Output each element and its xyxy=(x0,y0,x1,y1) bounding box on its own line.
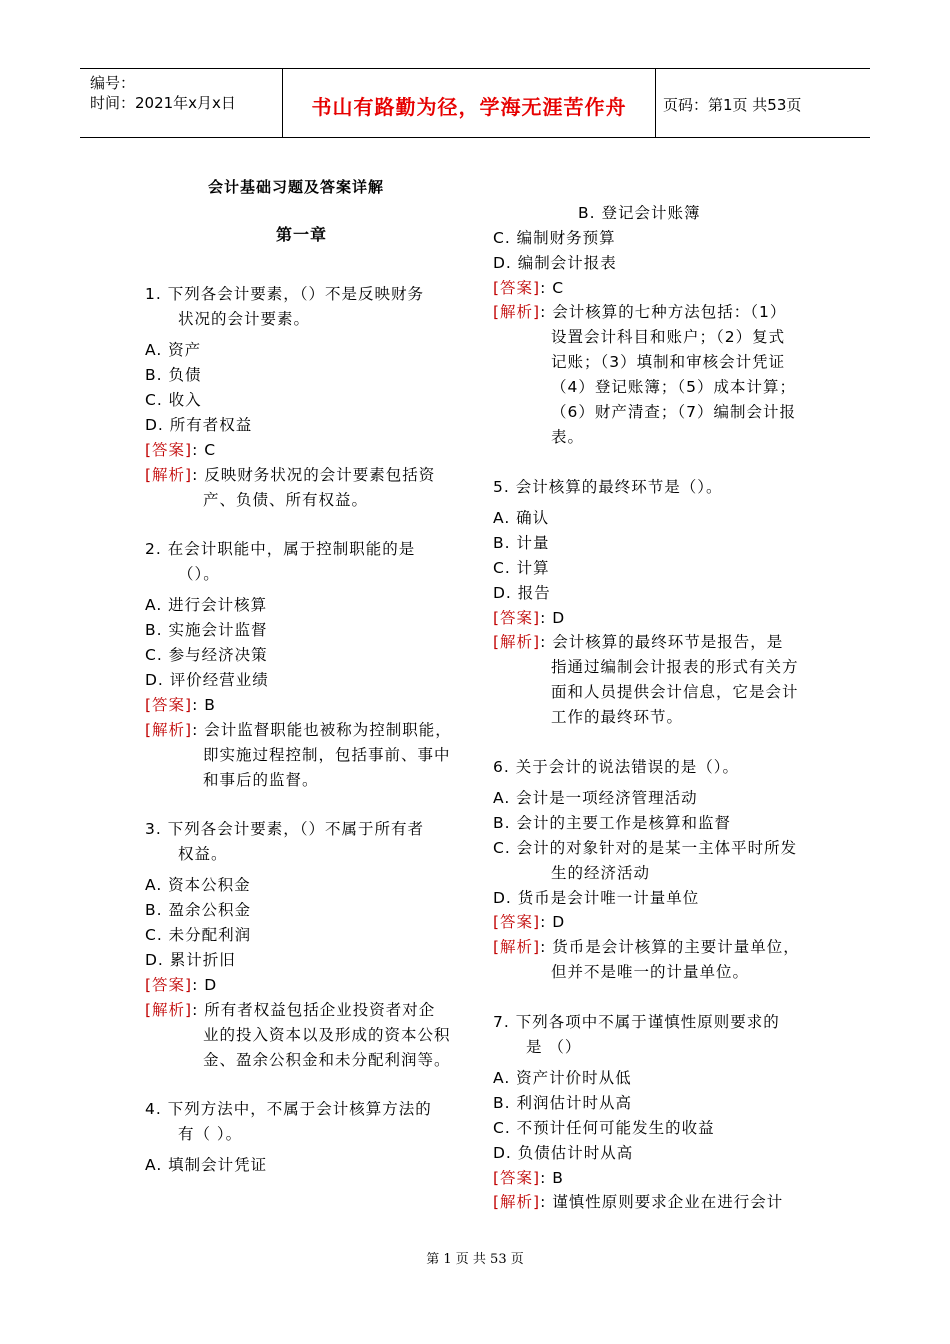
answer-line xyxy=(145,973,217,995)
analysis-line xyxy=(145,463,435,485)
answer-label: [答案] xyxy=(493,913,541,931)
option-c: C. 收入 xyxy=(145,391,202,409)
option-a: A. 进行会计核算 xyxy=(145,596,268,614)
question-text: 4. 下列方法中，不属于会计核算方法的 xyxy=(145,1100,432,1118)
question-text: 5. 会计核算的最终环节是（）。 xyxy=(493,478,723,496)
analysis-text-cont: 产、负债、所有权益。 xyxy=(203,491,369,509)
answer-value: : B xyxy=(192,696,216,714)
option-b: B. 负债 xyxy=(145,366,202,384)
analysis-text-cont: （6）财产清查；（7）编制会计报 xyxy=(551,403,796,421)
header-motto-cell xyxy=(282,69,656,137)
question-text: 6. 关于会计的说法错误的是（）。 xyxy=(493,758,739,776)
analysis-text: : 会计核算的七种方法包括：（1） xyxy=(540,303,787,321)
analysis-label: [解析] xyxy=(145,1001,193,1019)
option-d: D. 编制会计报表 xyxy=(493,254,617,272)
analysis-text-cont: 指通过编制会计报表的形式有关方 xyxy=(551,658,799,676)
option-a: A. 资产计价时从低 xyxy=(493,1069,632,1087)
answer-value: : C xyxy=(192,441,217,459)
answer-label: [答案] xyxy=(145,696,193,714)
page-footer: 第 1 页 共 53 页 xyxy=(426,1252,524,1267)
analysis-text: : 反映财务状况的会计要素包括资 xyxy=(192,466,436,484)
answer-line xyxy=(493,276,564,298)
question-text-cont: 有（ ）。 xyxy=(178,1125,243,1143)
option-c: C. 不预计任何可能发生的收益 xyxy=(493,1119,715,1137)
option-c: C. 会计的对象针对的是某一主体平时所发 xyxy=(493,839,798,857)
option-b: B. 计量 xyxy=(493,534,550,552)
analysis-text-cont: 即实施过程控制，包括事前、事中 xyxy=(203,746,451,764)
analysis-text: : 货币是会计核算的主要计量单位， xyxy=(540,938,800,956)
option-c: C. 参与经济决策 xyxy=(145,646,268,664)
option-b: B. 盈余公积金 xyxy=(145,901,251,919)
analysis-text-cont: 业的投入资本以及形成的资本公积 xyxy=(203,1026,451,1044)
question-text: 1. 下列各会计要素，（）不是反映财务 xyxy=(145,285,424,303)
analysis-label: [解析] xyxy=(493,938,541,956)
option-b: B. 登记会计账簿 xyxy=(578,204,701,222)
page-header xyxy=(80,68,870,138)
answer-value: : D xyxy=(540,609,566,627)
option-d: D. 累计折旧 xyxy=(145,951,236,969)
answer-line xyxy=(493,910,565,932)
answer-line xyxy=(493,1166,564,1188)
question-text: 2. 在会计职能中，属于控制职能的是 xyxy=(145,540,416,558)
analysis-text-cont: 金、盈余公积金和未分配利润等。 xyxy=(203,1051,451,1069)
option-a: A. 会计是一项经济管理活动 xyxy=(493,789,698,807)
option-d: D. 货币是会计唯一计量单位 xyxy=(493,889,700,907)
answer-value: : D xyxy=(192,976,218,994)
answer-line xyxy=(145,693,216,715)
analysis-text: : 谨慎性原则要求企业在进行会计 xyxy=(540,1193,784,1211)
analysis-line xyxy=(145,998,435,1020)
answer-line xyxy=(493,606,565,628)
answer-label: [答案] xyxy=(493,609,541,627)
option-c: C. 未分配利润 xyxy=(145,926,252,944)
answer-label: [答案] xyxy=(493,1169,541,1187)
analysis-label: [解析] xyxy=(493,1193,541,1211)
analysis-text: : 会计核算的最终环节是报告，是 xyxy=(540,633,784,651)
question-text-cont: 是 （） xyxy=(526,1038,582,1056)
option-a: A. 填制会计凭证 xyxy=(145,1156,268,1174)
analysis-line xyxy=(493,935,800,957)
option-c: C. 编制财务预算 xyxy=(493,229,616,247)
option-c-cont: 生的经济活动 xyxy=(551,864,651,882)
question-text: 7. 下列各项中不属于谨慎性原则要求的 xyxy=(493,1013,780,1031)
chapter-title: 第一章 xyxy=(276,225,328,244)
answer-value: : B xyxy=(540,1169,564,1187)
analysis-label: [解析] xyxy=(145,466,193,484)
option-d: D. 评价经营业绩 xyxy=(145,671,269,689)
option-a: A. 资产 xyxy=(145,341,202,359)
question-text-cont: 权益。 xyxy=(178,845,228,863)
option-d: D. 所有者权益 xyxy=(145,416,253,434)
analysis-text-cont: 面和人员提供会计信息，它是会计 xyxy=(551,683,799,701)
document-title: 会计基础习题及答案详解 xyxy=(208,178,385,196)
analysis-line xyxy=(145,718,452,740)
option-a: A. 资本公积金 xyxy=(145,876,251,894)
analysis-text-cont: 表。 xyxy=(551,428,585,446)
option-d: D. 负债估计时从高 xyxy=(493,1144,634,1162)
analysis-text-cont: 设置会计科目和账户；（2）复式 xyxy=(551,328,786,346)
analysis-text-cont: 但并不是唯一的计量单位。 xyxy=(551,963,750,981)
analysis-label: [解析] xyxy=(493,303,541,321)
question-text-cont: 状况的会计要素。 xyxy=(178,310,311,328)
option-b: B. 实施会计监督 xyxy=(145,621,268,639)
document-number-label: 编号： xyxy=(90,74,136,92)
document-date-label: 时间：2021年x月x日 xyxy=(90,94,236,112)
analysis-text-cont: （4）登记账簿；（5）成本计算； xyxy=(551,378,796,396)
analysis-text-cont: 工作的最终环节。 xyxy=(551,708,684,726)
header-meta-cell xyxy=(80,69,282,137)
option-d: D. 报告 xyxy=(493,584,551,602)
analysis-text-cont: 记账；（3）填制和审核会计凭证 xyxy=(551,353,786,371)
option-a: A. 确认 xyxy=(493,509,550,527)
analysis-label: [解析] xyxy=(493,633,541,651)
answer-line xyxy=(145,438,216,460)
answer-value: : C xyxy=(540,279,565,297)
analysis-label: [解析] xyxy=(145,721,193,739)
answer-value: : D xyxy=(540,913,566,931)
answer-label: [答案] xyxy=(493,279,541,297)
option-b: B. 利润估计时从高 xyxy=(493,1094,632,1112)
header-motto: 书山有路勤为径，学海无涯苦作舟 xyxy=(311,95,627,119)
answer-label: [答案] xyxy=(145,976,193,994)
question-text: 3. 下列各会计要素，（）不属于所有者 xyxy=(145,820,424,838)
analysis-text: : 会计监督职能也被称为控制职能， xyxy=(192,721,452,739)
analysis-text: : 所有者权益包括企业投资者对企 xyxy=(192,1001,436,1019)
answer-label: [答案] xyxy=(145,441,193,459)
analysis-line xyxy=(493,630,783,652)
option-c: C. 计算 xyxy=(493,559,550,577)
analysis-line xyxy=(493,1190,783,1212)
analysis-text-cont: 和事后的监督。 xyxy=(203,771,319,789)
header-page-cell xyxy=(655,69,870,137)
question-text-cont: （）。 xyxy=(178,565,220,583)
option-b: B. 会计的主要工作是核算和监督 xyxy=(493,814,731,832)
header-page-label: 页码：第1页 共53页 xyxy=(663,96,802,114)
analysis-line xyxy=(493,300,786,322)
